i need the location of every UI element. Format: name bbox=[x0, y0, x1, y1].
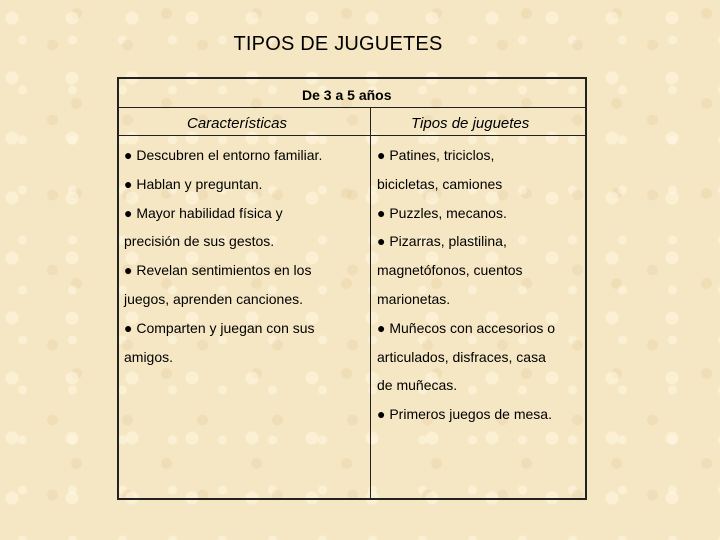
characteristics-line: ● Comparten y juegan con sus bbox=[124, 319, 315, 336]
toy-types-column bbox=[377, 141, 587, 429]
toy-type-line: ● Puzzles, mecanos. bbox=[377, 204, 507, 221]
toy-types-table bbox=[117, 77, 587, 500]
characteristics-line: ● Hablan y preguntan. bbox=[124, 175, 263, 192]
characteristics-line: juegos, aprenden canciones. bbox=[124, 290, 304, 307]
header-rule bbox=[119, 135, 585, 136]
characteristics-line: ● Revelan sentimientos en los bbox=[124, 262, 312, 279]
characteristics-line: ● Descubren el entorno familiar. bbox=[124, 147, 323, 163]
slide-title: TIPOS DE JUGUETES bbox=[233, 33, 443, 55]
characteristics-line: precisión de sus gestos. bbox=[124, 233, 275, 250]
toy-type-line: ● Primeros juegos de mesa. bbox=[377, 406, 552, 423]
characteristics-line: amigos. bbox=[124, 348, 174, 365]
toy-type-line: marionetas. bbox=[377, 290, 451, 307]
characteristics-line: ● Mayor habilidad física y bbox=[124, 204, 283, 221]
toy-type-line: de muñecas. bbox=[377, 377, 458, 394]
age-range-row bbox=[119, 79, 585, 108]
toy-type-line: ● Muñecos con accesorios o bbox=[377, 319, 556, 336]
characteristics-header: Características bbox=[187, 115, 288, 132]
toy-type-line: articulados, disfraces, casa bbox=[377, 348, 546, 365]
toy-type-line: bicicletas, camiones bbox=[377, 175, 503, 192]
toy-types-header: Tipos de juguetes bbox=[411, 115, 530, 132]
toy-type-line: magnetófonos, cuentos bbox=[377, 262, 523, 279]
column-divider bbox=[370, 107, 371, 498]
toy-type-line: ● Patines, triciclos, bbox=[377, 147, 495, 163]
toy-type-line: ● Pizarras, plastilina, bbox=[377, 233, 507, 250]
characteristics-column bbox=[124, 141, 364, 371]
age-range-label: De 3 a 5 años bbox=[302, 87, 392, 103]
